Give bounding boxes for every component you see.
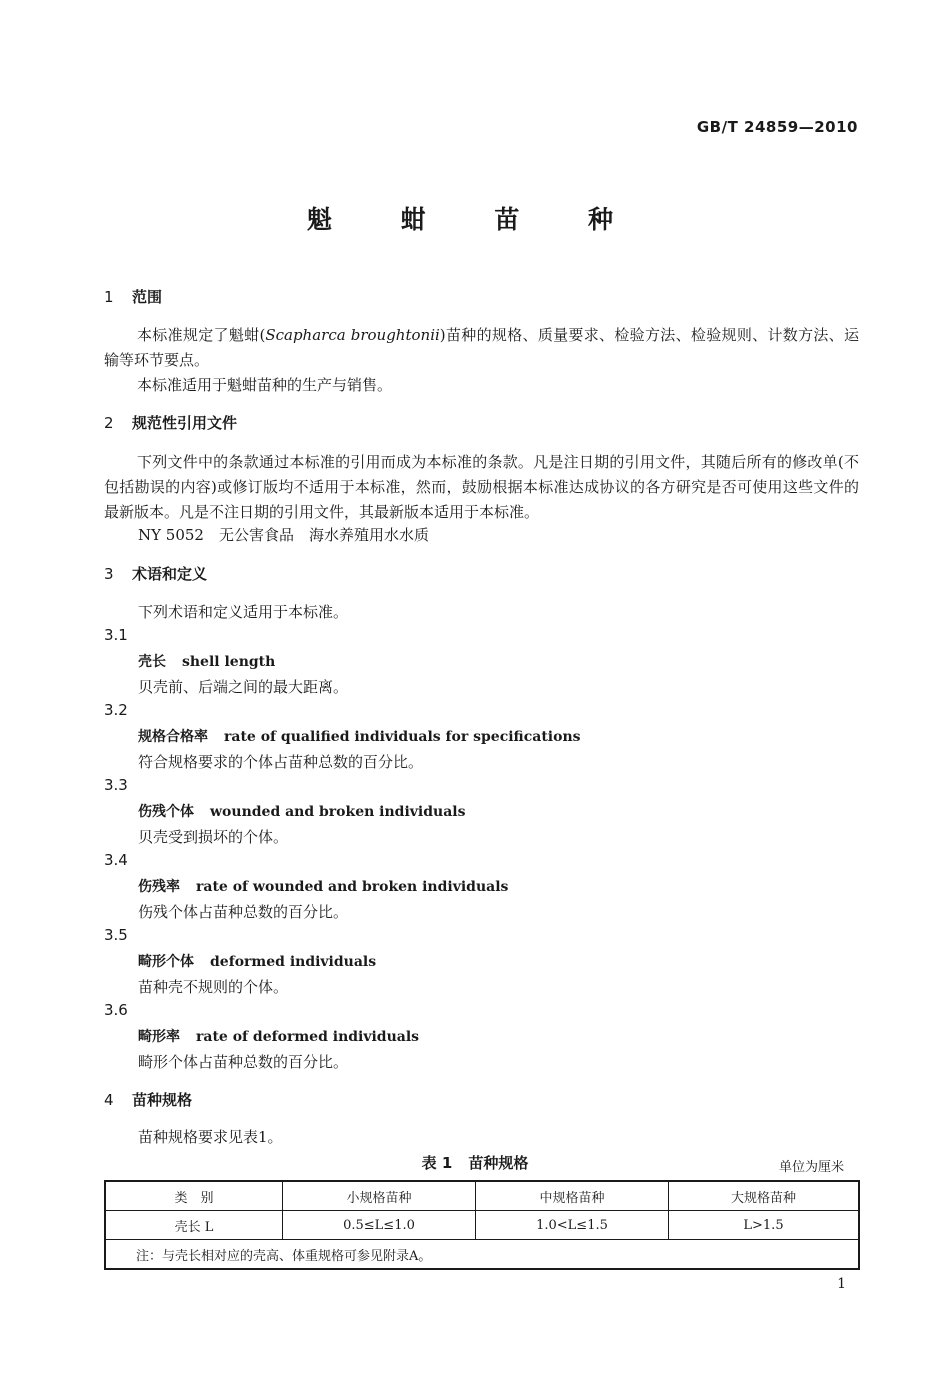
section-number: 3 [104,565,114,583]
table-note-row [105,1240,859,1270]
scientific-name: Scapharca broughtonii [265,326,440,344]
term-definition: 伤残个体占苗种总数的百分比。 [138,903,349,921]
scope-paragraph-1 [104,323,859,373]
term-entry [138,726,581,746]
term-zh: 伤残率 [138,879,180,895]
term-entry [138,651,275,671]
clause-number: 3.5 [104,926,128,944]
table-unit: 单位为厘米 [778,1160,844,1175]
spec-intro: 苗种规格要求见表1。 [138,1128,283,1146]
section-title: 范围 [132,288,163,306]
term-en: deformed individuals [210,954,377,970]
term-en: rate of qualified individuals for specifications [224,729,581,745]
section-3-heading [104,563,207,584]
table-cell: L>1.5 [669,1211,860,1240]
document-title: 魁 蚶 苗 种 [306,205,644,234]
section-number: 1 [104,288,114,306]
scope-paragraph-2: 本标准适用于魁蚶苗种的生产与销售。 [137,376,393,394]
term-entry [138,951,376,971]
term-entry [138,1026,419,1046]
term-en: wounded and broken individuals [210,804,466,820]
section-number: 4 [104,1091,114,1109]
table-header-cell: 中规格苗种 [476,1181,669,1211]
table-row-label: 壳长 L [105,1211,283,1240]
table-cell: 1.0<L≤1.5 [476,1211,669,1240]
section-4-heading [104,1089,192,1110]
table-header-cell: 大规格苗种 [669,1181,860,1211]
clause-number: 3.2 [104,701,128,719]
clause-number: 3.1 [104,626,128,644]
section-title: 规范性引用文件 [132,414,238,432]
standard-number: GB/T 24859—2010 [696,118,858,136]
term-entry [138,801,465,821]
term-definition: 贝壳受到损坏的个体。 [138,828,289,846]
term-definition: 贝壳前、后端之间的最大距离。 [138,678,349,696]
referenced-doc-title: 无公害食品 海水养殖用水水质 [219,526,430,544]
section-title: 术语和定义 [132,565,208,583]
scope-text-b: )苗种的规格、质量要求、检验方法、检验规则、计数方法、运输等环节要点。 [104,326,859,369]
table-header-row [105,1181,859,1211]
term-zh: 规格合格率 [138,729,208,745]
table-row [105,1211,859,1240]
clause-number: 3.6 [104,1001,128,1019]
table-header-cell: 小规格苗种 [283,1181,476,1211]
term-definition: 畸形个体占苗种总数的百分比。 [138,1053,349,1071]
term-en: shell length [182,654,276,670]
referenced-document [138,524,429,545]
references-paragraph: 下列文件中的条款通过本标准的引用而成为本标准的条款。凡是注日期的引用文件，其随后所有的修改单(不包括勘误的内容)或修订版均不适用于本标准，然而，鼓励根据本标准达成协议的各方研究是否可使用这些文件的最新版本。凡是不注日期的引用文件，其最新版本适用于本标准。 [104,453,859,521]
term-definition: 符合规格要求的个体占苗种总数的百分比。 [138,753,424,771]
term-en: rate of wounded and broken individuals [196,879,509,895]
spec-table [104,1180,860,1270]
scope-text-a: 本标准规定了魁蚶( [137,326,266,344]
term-zh: 伤残个体 [138,804,194,820]
section-number: 2 [104,414,114,432]
page-number: 1 [837,1276,846,1292]
term-definition: 苗种壳不规则的个体。 [138,978,289,996]
table-label: 表 1 [421,1154,453,1172]
section-title: 苗种规格 [132,1091,193,1109]
terms-intro: 下列术语和定义适用于本标准。 [138,603,349,621]
table-header-cell: 类 别 [105,1181,283,1211]
section-1-heading [104,286,162,307]
term-en: rate of deformed individuals [196,1029,420,1045]
clause-number: 3.3 [104,776,128,794]
term-entry [138,876,508,896]
clause-number: 3.4 [104,851,128,869]
table-title: 苗种规格 [468,1154,529,1172]
section-2-heading [104,412,237,433]
referenced-doc-code: NY 5052 [138,526,204,544]
table-note: 注：与壳长相对应的壳高、体重规格可参见附录A。 [105,1240,859,1270]
term-zh: 畸形个体 [138,954,194,970]
term-zh: 壳长 [138,654,166,670]
term-zh: 畸形率 [138,1029,180,1045]
table-cell: 0.5≤L≤1.0 [283,1211,476,1240]
